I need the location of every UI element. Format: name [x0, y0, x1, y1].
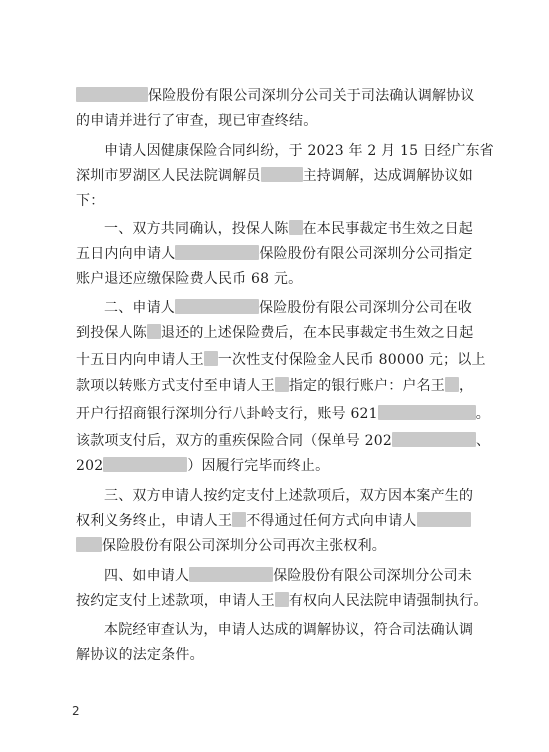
- text-line: [104, 566, 472, 586]
- text-line: [76, 536, 386, 556]
- line-text: 权利义务终止，申请人王: [76, 513, 233, 529]
- line-text: 十五日内向申请人王: [76, 352, 204, 368]
- text-line: [76, 511, 471, 531]
- redaction-block: [289, 220, 303, 235]
- redaction-block: [417, 512, 471, 527]
- line-text: 202: [76, 458, 104, 474]
- redaction-block: [204, 351, 218, 366]
- line-text: 在本民事裁定书生效之日起: [302, 221, 474, 237]
- text-line: [104, 298, 472, 318]
- line-text: 本院经审查认为，申请人达成的调解协议，符合司法确认调: [104, 622, 474, 638]
- line-text: 有权向人民法院申请强制执行。: [288, 593, 488, 609]
- line-text: 保险股份有限公司深圳分公司未: [273, 568, 473, 584]
- line-text: 按约定支付上述款项，申请人王: [76, 593, 275, 609]
- line-text: 、: [475, 433, 491, 449]
- text-line: [76, 431, 490, 451]
- redaction-block: [275, 592, 289, 607]
- redaction-block: [76, 537, 102, 552]
- line-text: 该款项支付后，双方的重疾保险合同（保单号 202: [76, 433, 392, 449]
- line-text: 保险股份有限公司深圳分公司指定: [259, 246, 473, 262]
- line-text: ，: [459, 378, 474, 394]
- redaction-block: [261, 167, 303, 182]
- line-text: 二、申请人: [104, 300, 175, 316]
- text-line: [104, 219, 473, 239]
- redaction-block: [445, 377, 459, 392]
- line-text: 到投保人陈: [76, 325, 147, 341]
- text-line: [76, 350, 486, 370]
- line-text: 下：: [76, 193, 105, 209]
- redaction-block: [275, 377, 289, 392]
- text-line: [76, 456, 329, 476]
- text-line: [104, 486, 473, 506]
- redaction-block: [147, 324, 161, 339]
- line-text: 。: [475, 406, 490, 422]
- line-text: 保险股份有限公司深圳分公司关于司法确认调解协议: [148, 88, 475, 104]
- text-line: [76, 323, 473, 343]
- line-text: 四、如申请人: [104, 568, 190, 584]
- text-line: [76, 111, 317, 131]
- line-text: 的申请并进行了审查，现已审查终结。: [76, 113, 318, 129]
- text-line: [76, 86, 475, 106]
- text-line: [76, 244, 472, 264]
- redaction-block: [103, 457, 187, 472]
- text-line: [76, 404, 490, 424]
- line-text: 深圳市罗湖区人民法院调解员: [76, 168, 261, 184]
- text-line: [76, 376, 473, 396]
- redaction-block: [175, 299, 259, 314]
- line-text: 不得通过任何方式向申请人: [246, 513, 417, 529]
- line-text: 一、双方共同确认，投保人陈: [104, 221, 289, 237]
- line-text: 保险股份有限公司深圳分公司在收: [259, 300, 472, 316]
- line-text: 五日内向申请人: [76, 246, 176, 262]
- line-text: 开户行招商银行深圳分行八卦岭支行，账号 621: [76, 406, 378, 422]
- page-number: 2: [72, 704, 80, 718]
- text-line: [76, 269, 302, 289]
- text-line: [76, 591, 488, 611]
- line-text: 账户退还应缴保险费人民币 68 元。: [76, 271, 303, 287]
- redaction-block: [175, 245, 259, 260]
- line-text: 保险股份有限公司深圳分公司再次主张权利。: [102, 538, 386, 554]
- line-text: 主持调解，达成调解协议如: [302, 168, 474, 184]
- line-text: ）因履行完毕而终止。: [187, 458, 330, 474]
- line-text: 申请人因健康保险合同纠纷，于 2023 年 2 月 15 日经广东省: [104, 143, 494, 159]
- text-line: [76, 166, 473, 186]
- text-line: [104, 620, 473, 640]
- text-line: [104, 141, 494, 161]
- redaction-block: [378, 405, 476, 420]
- redaction-block: [392, 432, 476, 447]
- line-text: 指定的银行账户：户名王: [288, 378, 446, 394]
- text-line: [76, 191, 104, 211]
- line-text: 一次性支付保险金人民币 80000 元；以上: [217, 352, 486, 368]
- text-line: [76, 645, 204, 665]
- redaction-block: [189, 567, 273, 582]
- redaction-block: [76, 87, 148, 102]
- line-text: 三、双方申请人按约定支付上述款项后，双方因本案产生的: [104, 488, 474, 504]
- line-text: 退还的上述保险费后，在本民事裁定书生效之日起: [161, 325, 474, 341]
- line-text: 解协议的法定条件。: [76, 647, 204, 663]
- redaction-block: [232, 512, 246, 527]
- line-text: 款项以转账方式支付至申请人王: [76, 378, 275, 394]
